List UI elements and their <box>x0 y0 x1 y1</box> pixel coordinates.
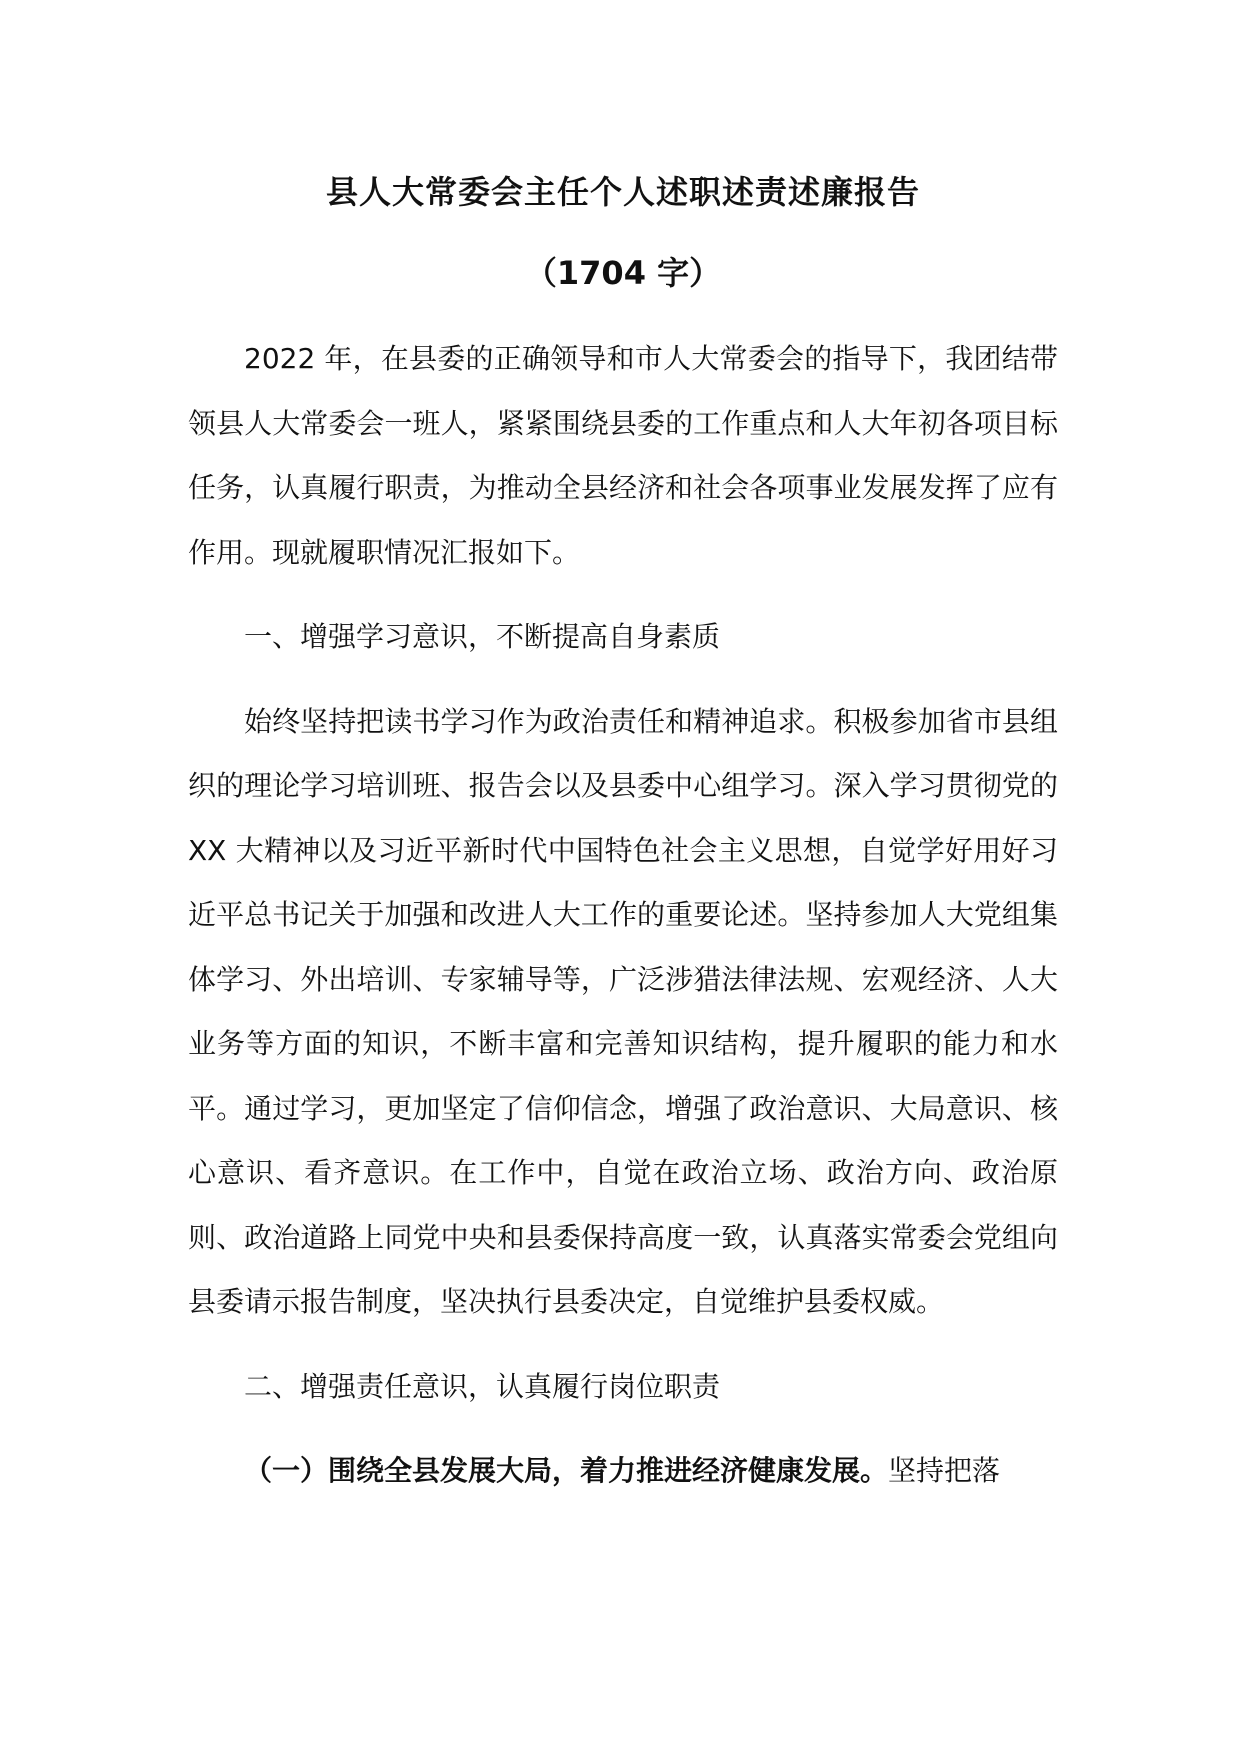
section-2-heading: 二、增强责任意识，认真履行岗位职责 <box>244 1369 721 1403</box>
section-2-subsection-paragraph <box>188 1439 1058 1504</box>
section-1-heading: 一、增强学习意识，不断提高自身素质 <box>244 620 721 653</box>
section-1-paragraph: 始终坚持把读书学习作为政治责任和精神追求。积极参加省市县组织的理论学习培训班、报告会以及县委中心组学习。深入学习贯彻党的 XX 大精神以及习近平新时代中国特色社会主义思想，自觉学好用好习近平总书记关于加强和改进人大工作的重要论述。坚持参加人大党组集体学习、外出培训、专家辅导等，广泛涉猎法律法规、宏观经济、人大业务等方面的知识，不断丰富和完善知识结构，提升履职的能力和水平。通过学习，更加坚定了信仰信念，增强了政治意识、大局意识、核心意识、看齐意识。在工作中，自觉在政治立场、政治方向、政治原则、政治道路上同党中央和县委保持高度一致，认真落实常委会党组向县委请示报告制度，坚决执行县委决定，自觉维护县委权威。 <box>188 704 1058 1318</box>
document-title: 县人大常委会主任个人述职述责述廉报告 <box>325 173 920 211</box>
document-body <box>188 170 1058 1504</box>
intro-paragraph: 2022 年，在县委的正确领导和市人大常委会的指导下，我团结带领县人大常委会一班人，紧紧围绕县委的工作重点和人大年初各项目标任务，认真履行职责，为推动全县经济和社会各项事业发展发挥了应有作用。现就履职情况汇报如下。 <box>188 342 1058 569</box>
subsection-text: 坚持把落 <box>888 1454 1001 1487</box>
word-count: （1704 字） <box>524 254 722 292</box>
subsection-lead: （一）围绕全县发展大局，着力推进经济健康发展。 <box>244 1454 889 1487</box>
